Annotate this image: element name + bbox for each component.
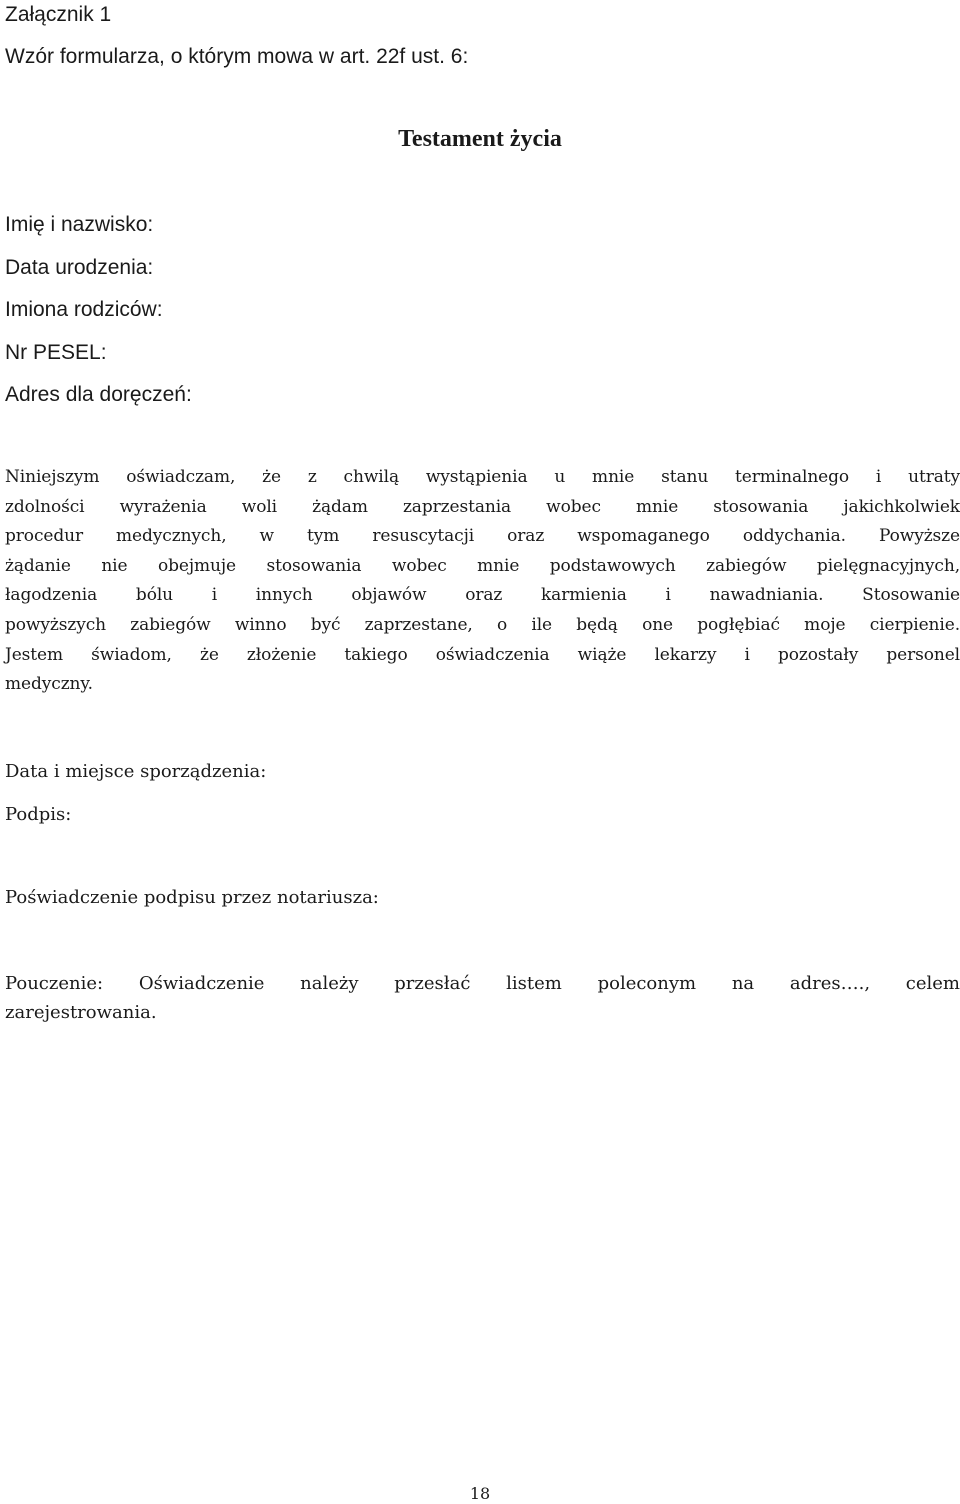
field-pesel-label: Nr PESEL: (5, 341, 107, 364)
form-reference: Wzór formularza, o którym mowa w art. 22f ust. 6: (5, 45, 469, 68)
field-birth-date-label: Data urodzenia: (5, 256, 154, 279)
declaration-line: powyższych zabiegów winno być zaprzestane, o ile będą one pogłębiać moje cierpienie. (5, 614, 960, 635)
declaration-line: Niniejszym oświadczam, że z chwilą wystąpienia u mnie stanu terminalnego i utraty (5, 467, 960, 487)
notice-paragraph (5, 969, 960, 1027)
annex-label: Załącznik 1 (5, 3, 112, 26)
field-name-label: Imię i nazwisko: (5, 213, 154, 236)
declaration-line: procedur medycznych, w tym resuscytacji oraz wspomaganego oddychania. Powyższe (5, 526, 960, 547)
field-parents-names-label: Imiona rodziców: (5, 298, 163, 321)
notice-line: zarejestrowania. (5, 1002, 157, 1023)
declaration-line: Jestem świadom, że złożenie takiego oświadczenia wiąże lekarzy i pozostały personel (5, 644, 960, 665)
notice-line: Pouczenie: Oświadczenie należy przesłać listem poleconym na adres…., celem (5, 973, 960, 994)
notary-certification-label: Poświadczenie podpisu przez notariusza: (5, 887, 379, 908)
declaration-paragraph (5, 463, 960, 700)
date-place-label: Data i miejsce sporządzenia: (5, 761, 267, 782)
field-address-label: Adres dla doręczeń: (5, 383, 192, 406)
declaration-line: żądanie nie obejmuje stosowania wobec mnie podstawowych zabiegów pielęgnacyjnych, (5, 555, 960, 576)
declaration-line: zdolności wyrażenia woli żądam zaprzestania wobec mnie stosowania jakichkolwiek (5, 496, 960, 517)
declaration-line: medyczny. (5, 674, 93, 695)
signature-label: Podpis: (5, 804, 72, 825)
document-title: Testament życia (398, 126, 562, 152)
declaration-line: łagodzenia bólu i innych objawów oraz karmienia i nawadniania. Stosowanie (5, 585, 960, 606)
page-number: 18 (469, 1484, 491, 1503)
